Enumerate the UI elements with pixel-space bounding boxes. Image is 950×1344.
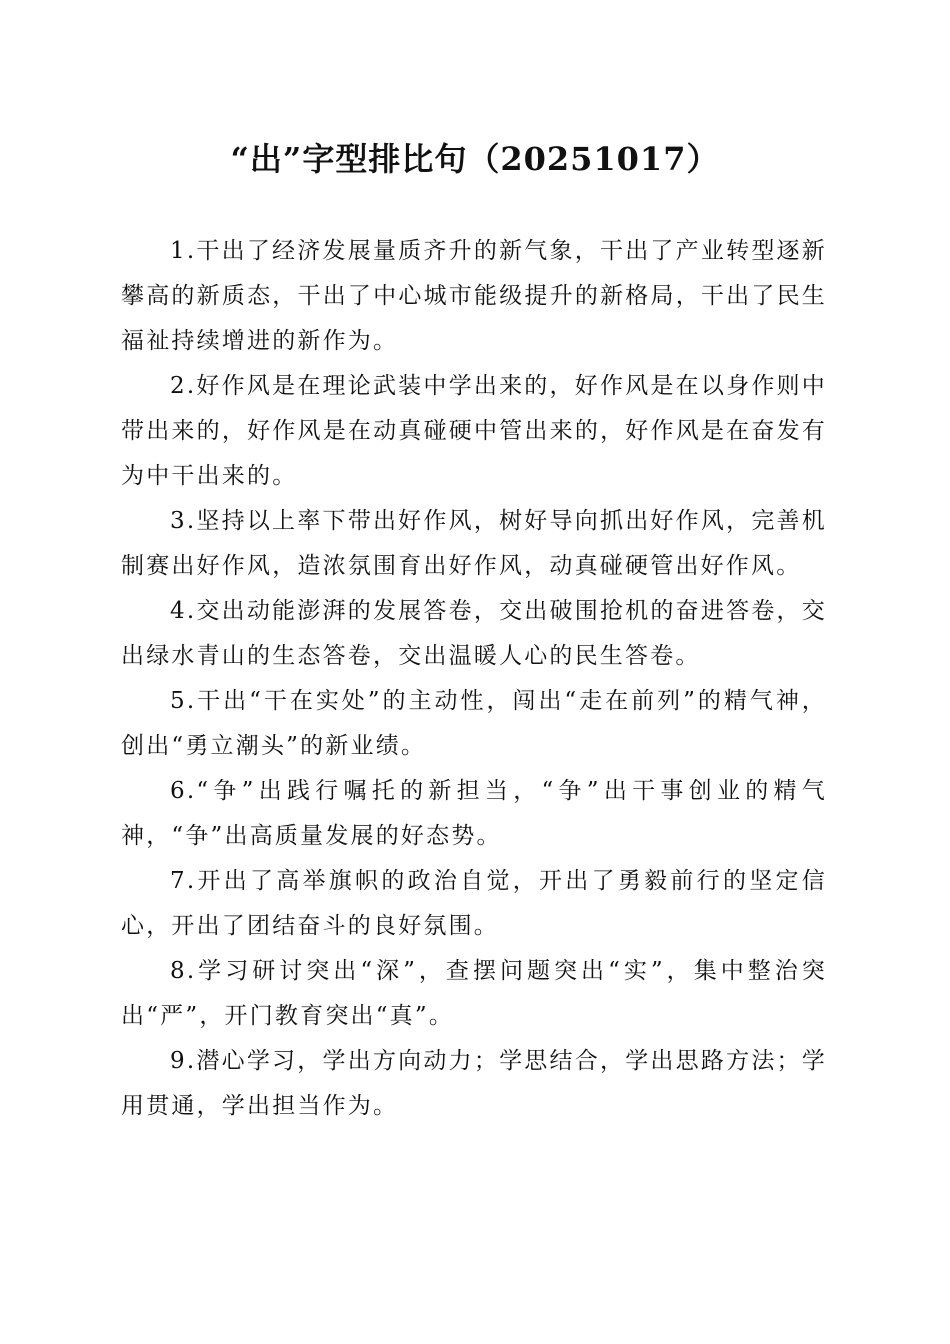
paragraph-2: 2.好作风是在理论武装中学出来的，好作风是在以身作则中带出来的，好作风是在动真碰硬中管出来的，好作风是在奋发有为中干出来的。: [121, 373, 827, 489]
paragraph-1: 1.干出了经济发展量质齐升的新气象，干出了产业转型逐新攀高的新质态，干出了中心城市能级提升的新格局，干出了民生福祉持续增进的新作为。: [121, 238, 827, 354]
paragraph-7: 7.开出了高举旗帜的政治自觉，开出了勇毅前行的坚定信心，开出了团结奋斗的良好氛围。: [121, 868, 827, 939]
paragraph-4: 4.交出动能澎湃的发展答卷，交出破围抢机的奋进答卷，交出绿水青山的生态答卷，交出温暖人心的民生答卷。: [121, 598, 827, 669]
paragraph-8: 8.学习研讨突出“深”，查摆问题突出“实”，集中整治突出“严”，开门教育突出“真”。: [121, 958, 827, 1029]
paragraph-3: 3.坚持以上率下带出好作风，树好导向抓出好作风，完善机制赛出好作风，造浓氛围育出好作风，动真碰硬管出好作风。: [121, 508, 827, 579]
paragraph-6: 6.“争”出践行嘱托的新担当，“争”出干事创业的精气神，“争”出高质量发展的好态势。: [121, 778, 827, 849]
paragraph-5: 5.干出“干在实处”的主动性，闯出“走在前列”的精气神，创出“勇立潮头”的新业绩。: [121, 688, 827, 759]
document-title: “出”字型排比句（20251017）: [230, 140, 720, 178]
paragraph-9: 9.潜心学习，学出方向动力；学思结合，学出思路方法；学用贯通，学出担当作为。: [121, 1048, 827, 1119]
document-body: [121, 229, 827, 1129]
